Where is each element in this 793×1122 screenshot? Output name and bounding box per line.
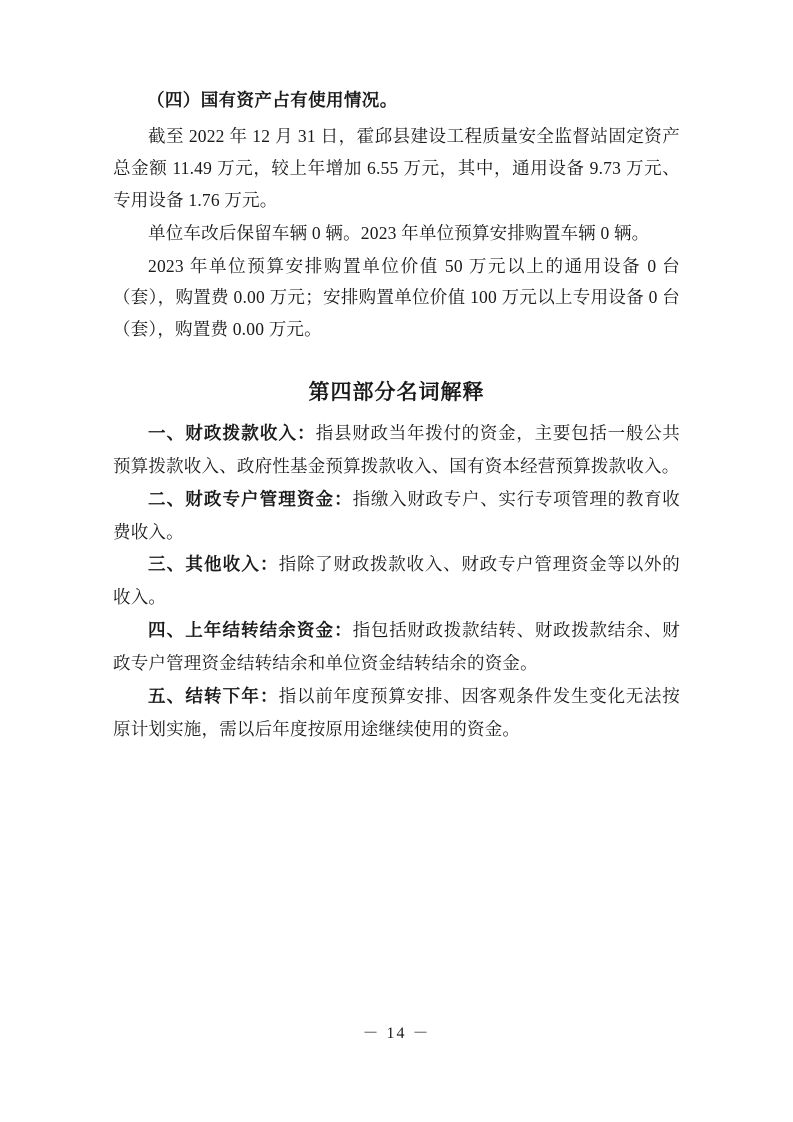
term-lead-3: 三、其他收入： bbox=[148, 555, 279, 576]
term-lead-4: 四、上年结转结余资金： bbox=[148, 621, 353, 642]
term-item-2 bbox=[113, 484, 680, 549]
paragraph-vehicles: 单位车改后保留车辆 0 辆。2023 年单位预算安排购置车辆 0 辆。 bbox=[148, 222, 650, 243]
term-text-5: 指以前年度预算安排、因客观条件发生变化无法按原计划实施，需以后年度按原用途继续使用的资金。 bbox=[113, 685, 681, 739]
term-lead-1: 一、财政拨款收入： bbox=[148, 424, 316, 445]
page-number: － 14 － bbox=[362, 1025, 431, 1042]
term-item-4 bbox=[113, 615, 680, 680]
section-heading: （四）国有资产占有使用情况。 bbox=[147, 91, 398, 111]
term-text-4: 指包括财政拨款结转、财政拨款结余、财政专户管理资金结转结余和单位资金结转结余的资金。 bbox=[113, 620, 680, 673]
term-item-1 bbox=[113, 418, 680, 483]
paragraph-equipment-purchase: 2023 年单位预算安排购置单位价值 50 万元以上的通用设备 0 台（套），购置费 0.00 万元；安排购置单位价值 100 万元以上专用设备 0 台（套），购置费 0.00 万元。 bbox=[113, 255, 680, 340]
term-text-2: 指缴入财政专户、实行专项管理的教育收费收入。 bbox=[113, 488, 680, 542]
term-text-3: 指除了财政拨款收入、财政专户管理资金等以外的收入。 bbox=[113, 554, 681, 608]
term-item-3 bbox=[113, 549, 680, 614]
paragraph-asset-total: 截至 2022 年 12 月 31 日，霍邱县建设工程质量安全监督站固定资产总金额 11.49 万元，较上年增加 6.55 万元，其中，通用设备 9.73 万元、专用设备 1.76 万元。 bbox=[113, 126, 680, 210]
term-lead-5: 五、结转下年： bbox=[148, 686, 279, 707]
term-text-1: 指县财政当年拨付的资金，主要包括一般公共预算拨款收入、政府性基金预算拨款收入、国有资本经营预算拨款收入。 bbox=[113, 423, 681, 476]
term-item-5 bbox=[113, 681, 680, 746]
term-lead-2: 二、财政专户管理资金： bbox=[148, 489, 353, 510]
part-heading: 第四部分名词解释 bbox=[308, 380, 485, 405]
page-content bbox=[113, 88, 680, 746]
